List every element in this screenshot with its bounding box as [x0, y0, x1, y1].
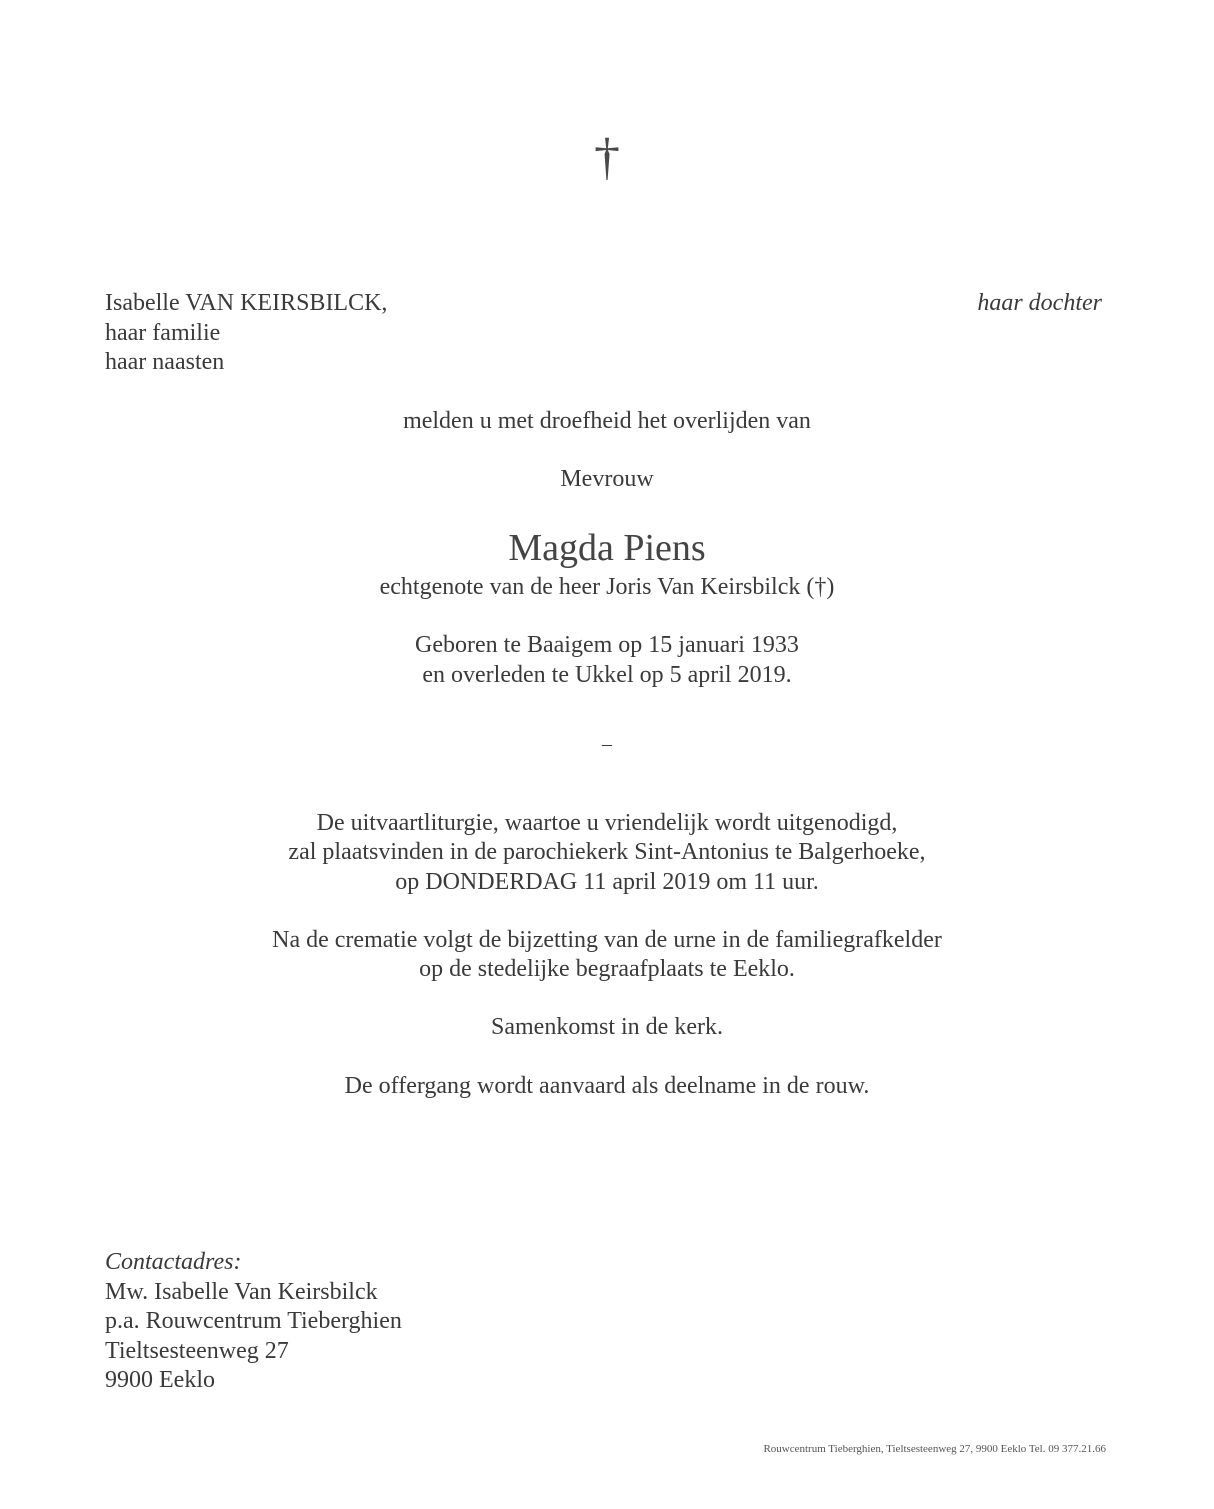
- ceremony-line-1: De uitvaartliturgie, waartoe u vriendelijk wordt uitgenodigd,: [316, 810, 898, 836]
- ceremony-line-3: op DONDERDAG 11 april 2019 om 11 uur.: [395, 869, 819, 895]
- family-line-daughter: Isabelle VAN KEIRSBILCK,: [105, 290, 388, 316]
- deceased-name: Magda Piens: [508, 527, 706, 569]
- contact-name: Mw. Isabelle Van Keirsbilck: [105, 1279, 378, 1305]
- separator-dash: –: [602, 733, 612, 755]
- contact-care-of: p.a. Rouwcentrum Tieberghien: [105, 1308, 402, 1334]
- family-role-daughter: haar dochter: [977, 290, 1102, 316]
- announcement-text: melden u met droefheid het overlijden van: [403, 408, 811, 434]
- cross-symbol: †: [594, 129, 620, 186]
- birth-line: Geboren te Baaigem op 15 januari 1933: [415, 632, 799, 658]
- footer-funeral-home: Rouwcentrum Tieberghien, Tieltsesteenweg 27, 9900 Eeklo Tel. 09 377.21.66: [763, 1443, 1106, 1455]
- gathering-text: Samenkomst in de kerk.: [491, 1014, 723, 1040]
- contact-city: 9900 Eeklo: [105, 1367, 215, 1393]
- spouse-line: echtgenote van de heer Joris Van Keirsbilck (†): [379, 574, 835, 600]
- contact-street: Tieltsesteenweg 27: [105, 1338, 289, 1364]
- ceremony-line-2: zal plaatsvinden in de parochiekerk Sint-Antonius te Balgerhoeke,: [288, 839, 926, 865]
- burial-line-1: Na de crematie volgt de bijzetting van de urne in de familiegrafkelder: [272, 927, 942, 953]
- family-line-relatives: haar naasten: [105, 349, 225, 375]
- death-line: en overleden te Ukkel op 5 april 2019.: [422, 662, 792, 688]
- family-line-family: haar familie: [105, 320, 221, 346]
- salutation: Mevrouw: [560, 466, 654, 492]
- contact-heading: Contactadres:: [105, 1249, 242, 1275]
- offering-text: De offergang wordt aanvaard als deelname in de rouw.: [344, 1073, 870, 1099]
- burial-line-2: op de stedelijke begraafplaats te Eeklo.: [419, 956, 795, 982]
